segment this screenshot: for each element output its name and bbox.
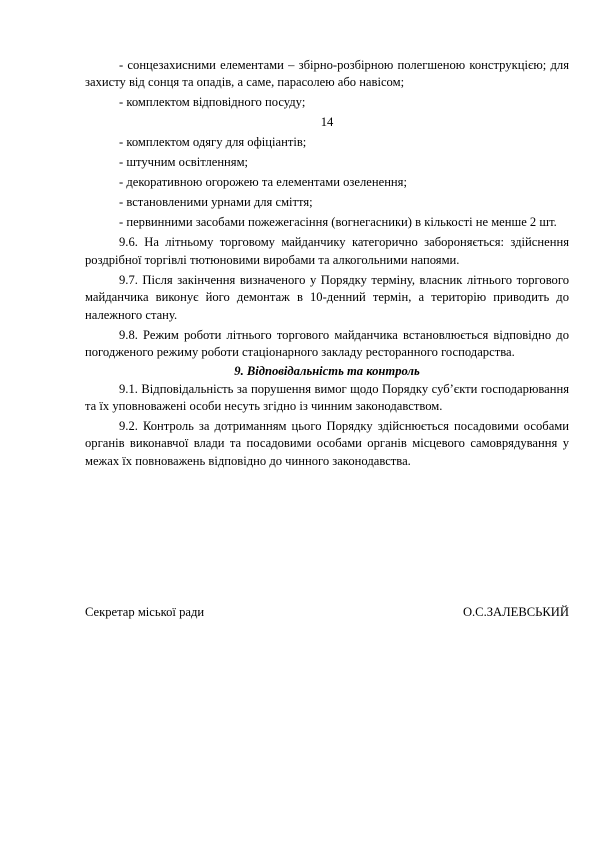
signature-name: О.С.ЗАЛЕВСЬКИЙ [462, 605, 569, 619]
paragraph-9-6: 9.6. На літньому торговому майданчику категорично забороняється: здійснення роздрібної торгівлі тютюновими виробами та алкогольними напоями. [85, 235, 569, 267]
signature-position: Секретар міської ради [85, 605, 205, 619]
paragraph-9-2: 9.2. Контроль за дотриманням цього Порядку здійснюється посадовими особами органів виконавчої влади та посадовими особами органів місцевого самоврядування у межах їх повноважень відповідно до чинного законодавства. [85, 419, 569, 468]
document-body [85, 57, 569, 473]
list-item-dishes: - комплектом відповідного посуду; [119, 95, 306, 110]
paragraph-9-8: 9.8. Режим роботи літнього торгового майданчика встановлюється відповідно до погодженого режиму роботи стаціонарного закладу ресторанного господарства. [85, 327, 569, 360]
section-title: 9. Відповідальність та контроль [234, 364, 420, 379]
page-number: 14 [320, 115, 334, 130]
list-item-lighting: - штучним освітленням; [119, 155, 249, 170]
list-item-waiter-clothes: - комплектом одягу для офіціантів; [119, 135, 307, 150]
list-item-sun-protection: - сонцезахисними елементами – збірно-розбірною полегшеною конструкцією; для захисту від сонця та опадів, а саме, парасолею або навісом; [85, 58, 569, 90]
list-item-extinguishers: - первинними засобами пожежегасіння (вогнегасники) в кількості не менше 2 шт. [119, 215, 557, 230]
paragraph-9-1: 9.1. Відповідальність за порушення вимог щодо Порядку суб’єкти господарювання та їх уповноважені особи несуть згідно із чинним законодавством. [85, 381, 569, 414]
list-item-fence: - декоративною огорожею та елементами озеленення; [119, 175, 407, 190]
paragraph-9-7: 9.7. Після закінчення визначеного у Порядку терміну, власник літнього торгового майданчика виконує його демонтаж в 10-денний термін, а територію приводить до належного стану. [85, 272, 569, 322]
list-item-bins: - встановленими урнами для сміття; [119, 195, 313, 210]
signature-block [85, 604, 569, 621]
